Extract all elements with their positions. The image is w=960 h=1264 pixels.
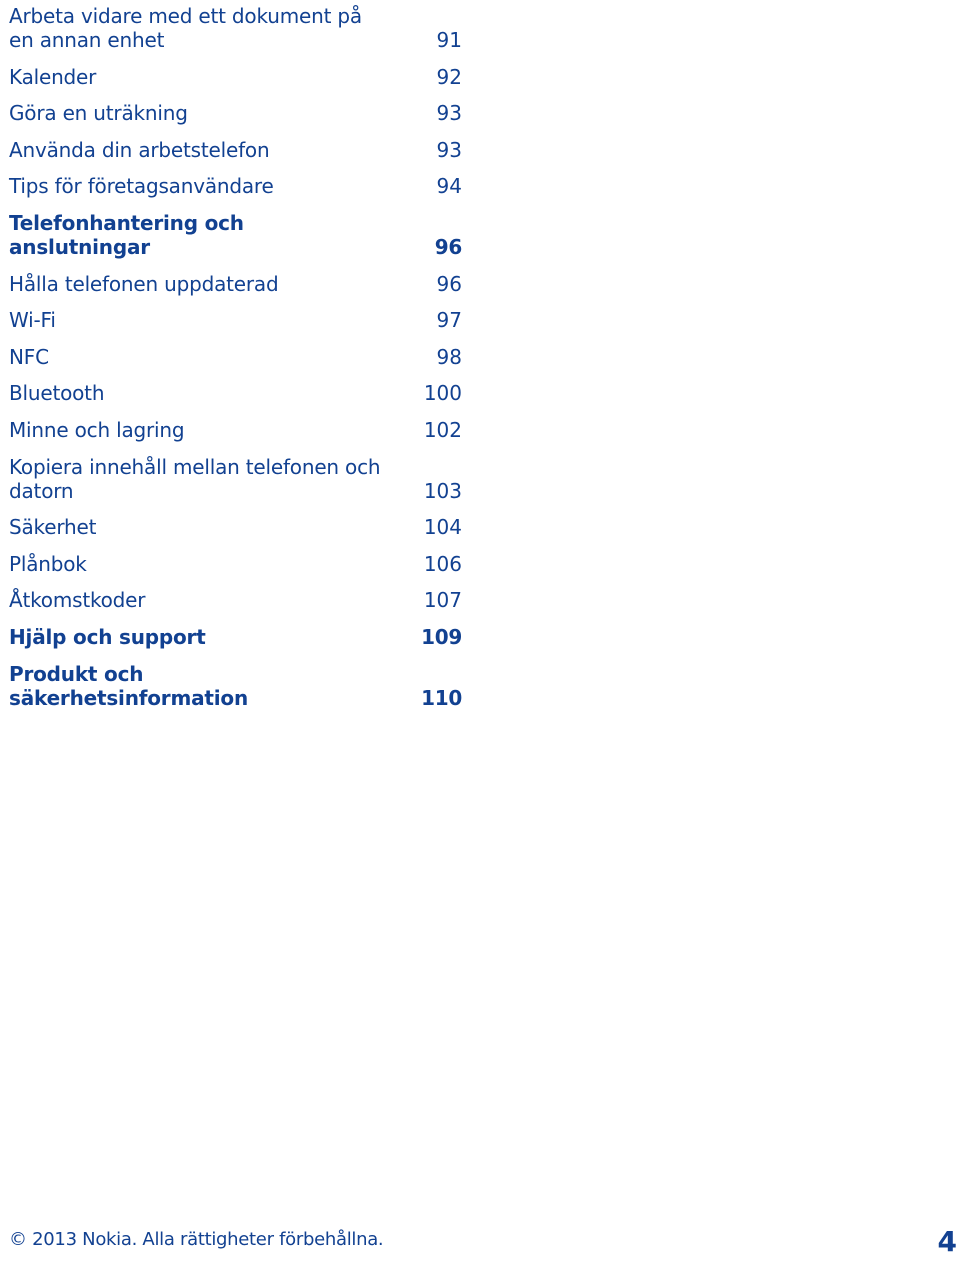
toc-entry-page: 102 — [423, 417, 462, 442]
table-of-contents — [9, 4, 462, 722]
toc-entry[interactable] — [9, 138, 462, 162]
toc-entry-page: 98 — [436, 344, 462, 369]
toc-section-heading[interactable] — [9, 662, 462, 710]
toc-entry[interactable] — [9, 345, 462, 369]
toc-entry[interactable] — [9, 588, 462, 612]
toc-entry[interactable] — [9, 4, 462, 52]
toc-entry-title: Använda din arbetstelefon — [9, 137, 270, 162]
toc-entry[interactable] — [9, 418, 462, 442]
toc-entry-title: Telefonhantering och anslutningar — [9, 210, 244, 259]
toc-entry-title: Arbeta vidare med ett dokument på en annan enhet — [9, 4, 362, 52]
toc-entry-page: 94 — [436, 174, 462, 199]
toc-entry-page: 96 — [434, 234, 462, 259]
toc-entry-title: Hjälp och support — [9, 624, 206, 649]
page-number: 4 — [937, 1225, 957, 1258]
toc-entry-title: Kopiera innehåll mellan telefonen och datorn — [9, 454, 381, 503]
toc-entry-title: Minne och lagring — [9, 417, 185, 442]
toc-entry-title: Säkerhet — [9, 515, 97, 540]
toc-entry-page: 97 — [436, 308, 462, 333]
copyright-notice: © 2013 Nokia. Alla rättigheter förbehållna. — [9, 1229, 384, 1250]
toc-entry-title: Bluetooth — [9, 381, 105, 406]
toc-entry-page: 109 — [421, 624, 462, 649]
toc-entry[interactable] — [9, 552, 462, 576]
toc-entry-title: Tips för företagsanvändare — [9, 174, 274, 199]
toc-entry-page: 110 — [421, 685, 462, 710]
toc-section-heading[interactable] — [9, 211, 462, 259]
toc-entry-page: 93 — [436, 101, 462, 126]
toc-entry-page: 93 — [436, 137, 462, 162]
toc-entry-page: 107 — [423, 588, 462, 613]
toc-entry-page: 103 — [423, 478, 462, 503]
toc-entry[interactable] — [9, 455, 462, 503]
toc-entry-title: Kalender — [9, 64, 97, 89]
toc-entry[interactable] — [9, 65, 462, 89]
toc-entry-title: Produkt och säkerhetsinformation — [9, 661, 248, 710]
toc-entry-page: 96 — [436, 271, 462, 296]
toc-entry[interactable] — [9, 308, 462, 332]
toc-entry-page: 100 — [423, 381, 462, 406]
toc-entry-page: 92 — [436, 64, 462, 89]
toc-entry-title: Plånbok — [9, 551, 87, 576]
toc-entry-title: Åtkomstkoder — [9, 588, 146, 613]
toc-entry-title: NFC — [9, 344, 49, 369]
toc-entry-page: 106 — [423, 551, 462, 576]
toc-entry-title: Hålla telefonen uppdaterad — [9, 271, 279, 296]
toc-entry-page: 104 — [423, 515, 462, 540]
toc-entry-page: 91 — [436, 28, 462, 52]
toc-entry[interactable] — [9, 174, 462, 198]
toc-entry-title: Göra en uträkning — [9, 101, 188, 126]
toc-entry[interactable] — [9, 515, 462, 539]
toc-entry[interactable] — [9, 272, 462, 296]
toc-entry[interactable] — [9, 381, 462, 405]
toc-entry-title: Wi-Fi — [9, 308, 56, 333]
toc-entry[interactable] — [9, 101, 462, 125]
toc-section-heading[interactable] — [9, 625, 462, 649]
